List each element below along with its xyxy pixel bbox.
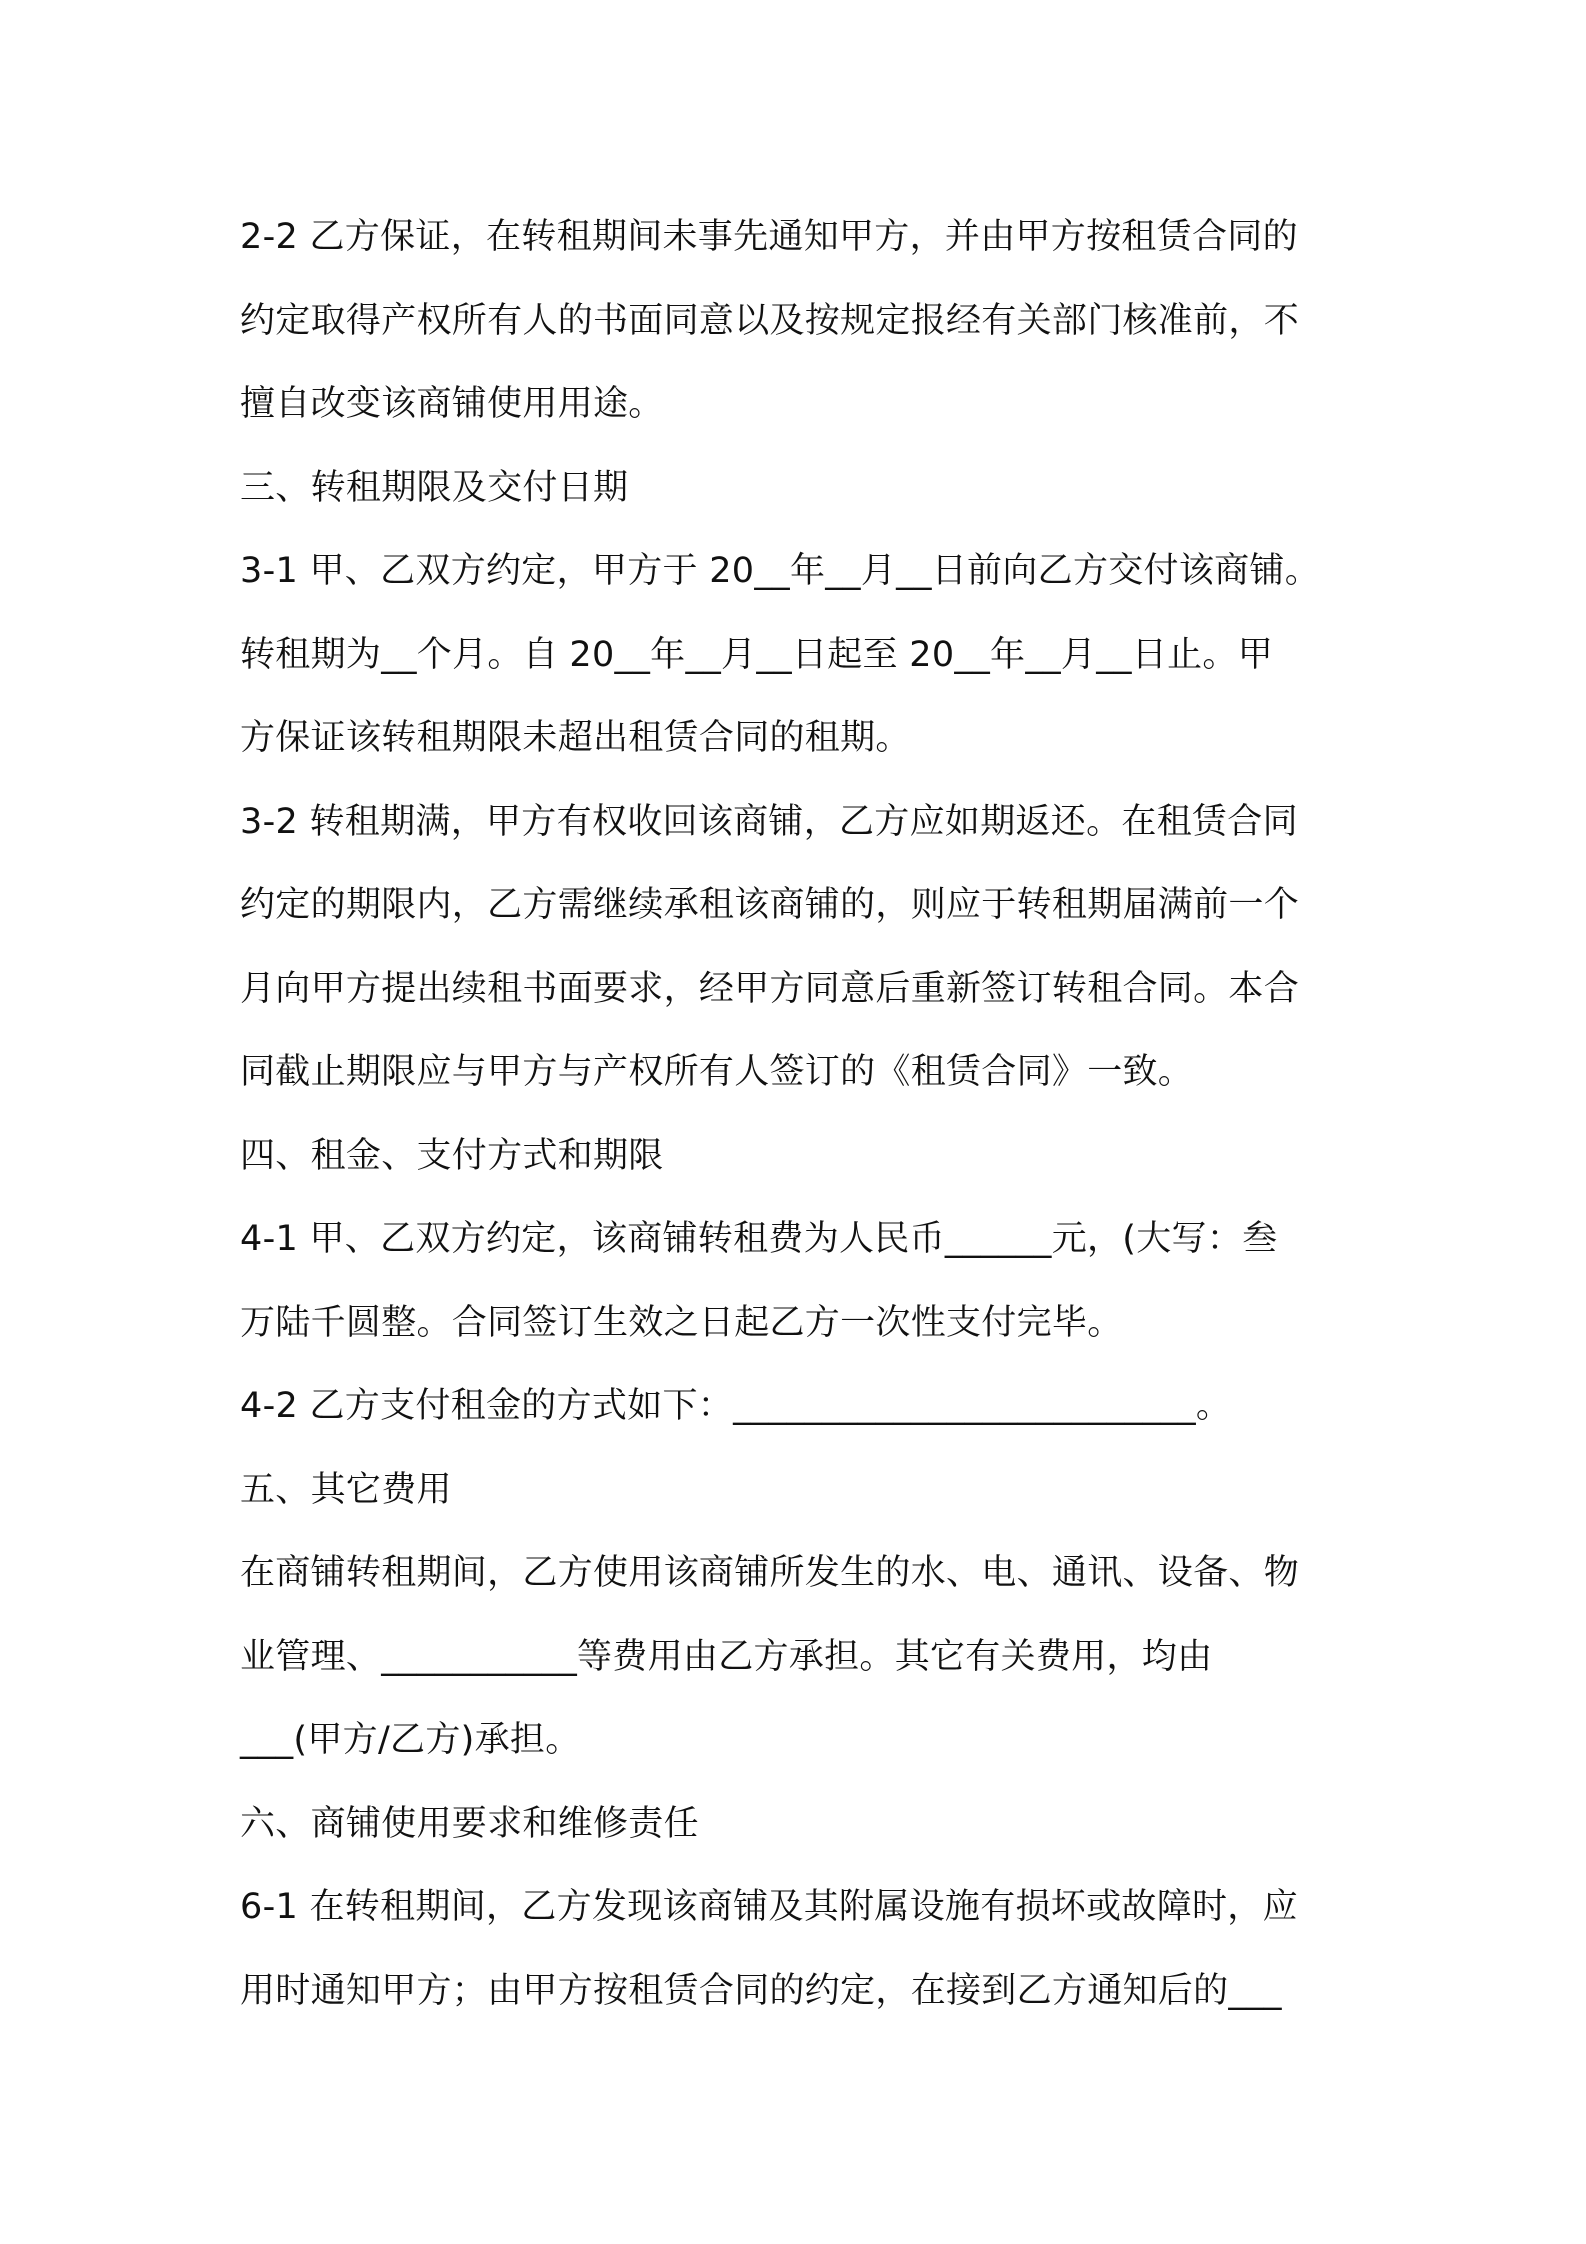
paragraph-6-1-line-1: 6-1 在转租期间，乙方发现该商铺及其附属设施有损坏或故障时，应 bbox=[240, 1887, 1298, 1927]
paragraph-3-1-line-2: 转租期为__个月。自 20__年__月__日起至 20__年__月__日止。甲 bbox=[240, 634, 1274, 675]
document-body bbox=[240, 196, 1360, 2033]
paragraph-2-2-line-3: 擅自改变该商铺使用用途。 bbox=[240, 384, 664, 424]
paragraph-5-line-1: 在商铺转租期间，乙方使用该商铺所发生的水、电、通讯、设备、物 bbox=[240, 1553, 1300, 1593]
paragraph-3-2-line-2: 约定的期限内，乙方需继续承租该商铺的，则应于转租期届满前一个 bbox=[240, 885, 1300, 925]
paragraph-3-2-line-1: 3-2 转租期满，甲方有权收回该商铺，乙方应如期返还。在租赁合同 bbox=[240, 801, 1298, 842]
paragraph-3-2-line-4: 同截止期限应与甲方与产权所有人签订的《租赁合同》一致。 bbox=[240, 1052, 1194, 1092]
paragraph-4-1-line-2: 万陆千圆整。合同签订生效之日起乙方一次性支付完毕。 bbox=[240, 1302, 1123, 1343]
paragraph-3-1-line-3: 方保证该转租期限未超出租赁合同的租期。 bbox=[240, 718, 911, 758]
section-heading-6: 六、商铺使用要求和维修责任 bbox=[240, 1803, 699, 1844]
section-heading-5: 五、其它费用 bbox=[240, 1469, 452, 1510]
paragraph-4-1-line-1: 4-1 甲、乙双方约定，该商铺转租费为人民币______元，(大写：叁 bbox=[240, 1219, 1278, 1259]
paragraph-3-2-line-3: 月向甲方提出续租书面要求，经甲方同意后重新签订转租合同。本合 bbox=[240, 968, 1300, 1009]
section-heading-4: 四、租金、支付方式和期限 bbox=[240, 1135, 664, 1176]
paragraph-2-2-line-2: 约定取得产权所有人的书面同意以及按规定报经有关部门核准前，不 bbox=[240, 300, 1300, 341]
paragraph-4-2-line-1: 4-2 乙方支付租金的方式如下：__________________________。 bbox=[240, 1386, 1232, 1426]
paragraph-6-1-line-2: 用时通知甲方；由甲方按租赁合同的约定，在接到乙方通知后的___ bbox=[240, 1970, 1282, 2011]
paragraph-5-line-3: ___(甲方/乙方)承担。 bbox=[240, 1720, 581, 1760]
section-heading-3: 三、转租期限及交付日期 bbox=[240, 467, 629, 508]
paragraph-2-2-line-1: 2-2 乙方保证，在转租期间未事先通知甲方，并由甲方按租赁合同的 bbox=[240, 217, 1298, 257]
paragraph-5-line-2: 业管理、___________等费用由乙方承担。其它有关费用，均由 bbox=[240, 1636, 1213, 1677]
paragraph-3-1-line-1: 3-1 甲、乙双方约定，甲方于 20__年__月__日前向乙方交付该商铺。 bbox=[240, 551, 1321, 591]
